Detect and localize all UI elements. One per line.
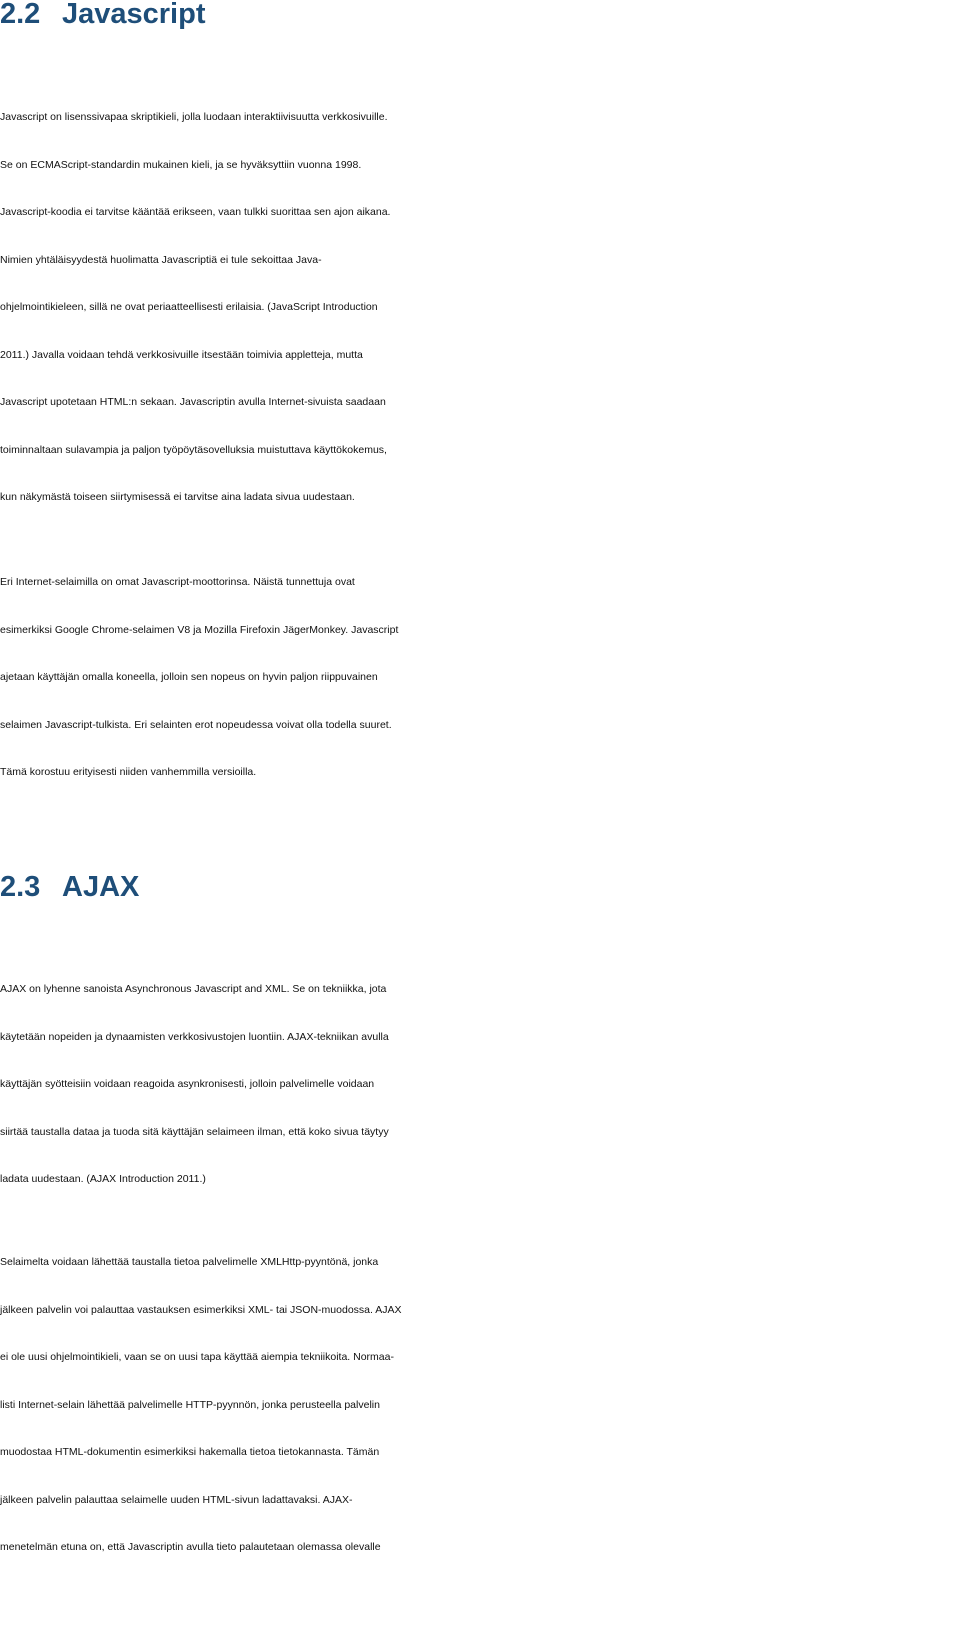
text-line: käyttäjän syötteisiin voidaan reagoida asynkronisesti, jolloin palvelimelle voidaan [0, 1078, 375, 1090]
text-line: Javascript upotetaan HTML:n sekaan. Javascriptin avulla Internet-sivuista saadaan [0, 396, 386, 408]
text-line: AJAX on lyhenne sanoista Asynchronous Javascript and XML. Se on tekniikka, jota [0, 983, 387, 995]
text-line: jälkeen palvelin palauttaa selaimelle uuden HTML-sivun ladattavaksi. AJAX- [0, 1493, 353, 1506]
text-line: 2011.) Javalla voidaan tehdä verkkosivuille itsestään toimivia appletteja, mutta [0, 348, 363, 361]
text-line: Javascript-koodia ei tarvitse kääntää erikseen, vaan tulkki suorittaa sen ajon aikana. [0, 206, 391, 218]
text-line: esimerkiksi Google Chrome-selaimen V8 ja Mozilla Firefoxin JägerMonkey. Javascript [0, 623, 399, 636]
paragraph-javascript-intro [0, 94, 960, 522]
text-line: Javascript on lisenssivapaa skriptikieli, jolla luodaan interaktiivisuutta verkkosivuille. [0, 111, 388, 123]
text-line: ohjelmointikieleen, sillä ne ovat periaatteellisesti erilaisia. (JavaScript Introduction [0, 301, 378, 313]
text-line: käytetään nopeiden ja dynaamisten verkkosivustojen luontiin. AJAX-tekniikan avulla [0, 1030, 389, 1043]
section-title: AJAX [62, 871, 140, 903]
text-line: toiminnaltaan sulavampia ja paljon työpöytäsovelluksia muistuttava käyttökokemus, [0, 443, 387, 456]
section-number: 2.2 [0, 0, 41, 30]
text-line: ajetaan käyttäjän omalla koneella, jolloin sen nopeus on hyvin paljon riippuvainen [0, 671, 378, 683]
paragraph-ajax-requests [0, 1239, 960, 1572]
text-line: Tämä korostuu erityisesti niiden vanhemmilla versioilla. [0, 766, 257, 778]
text-line: listi Internet-selain lähettää palvelimelle HTTP-pyynnön, jonka perusteella palvelin [0, 1398, 380, 1411]
text-line: ei ole uusi ohjelmointikieli, vaan se on uusi tapa käyttää aiempia tekniikoita. Normaa- [0, 1351, 394, 1363]
text-line: ladata uudestaan. (AJAX Introduction 2011.) [0, 1173, 206, 1185]
text-line: jälkeen palvelin voi palauttaa vastauksen esimerkiksi XML- tai JSON-muodossa. AJAX [0, 1303, 402, 1316]
text-line: Nimien yhtäläisyydestä huolimatta Javascriptiä ei tule sekoittaa Java- [0, 253, 322, 266]
section-number: 2.3 [0, 871, 41, 903]
section-heading-javascript [0, 0, 206, 29]
section-heading-ajax [0, 873, 139, 902]
text-line: selaimen Javascript-tulkista. Eri selainten erot nopeudessa voivat olla todella suuret. [0, 718, 392, 731]
text-line: Se on ECMAScript-standardin mukainen kieli, ja se hyväksyttiin vuonna 1998. [0, 158, 362, 171]
text-line: Eri Internet-selaimilla on omat Javascript-moottorinsa. Näistä tunnettuja ovat [0, 576, 355, 588]
paragraph-ajax-intro [0, 966, 960, 1204]
text-line: siirtää taustalla dataa ja tuoda sitä käyttäjän selaimeen ilman, että koko sivua täytyy [0, 1125, 389, 1138]
section-title: Javascript [62, 0, 206, 30]
text-line: menetelmän etuna on, että Javascriptin avulla tieto palautetaan olemassa olevalle [0, 1541, 381, 1553]
paragraph-javascript-engines [0, 559, 960, 797]
text-line: Selaimelta voidaan lähettää taustalla tietoa palvelimelle XMLHttp-pyyntönä, jonka [0, 1256, 379, 1268]
text-line: muodostaa HTML-dokumentin esimerkiksi hakemalla tietoa tietokannasta. Tämän [0, 1446, 380, 1458]
text-line: kun näkymästä toiseen siirtymisessä ei tarvitse aina ladata sivua uudestaan. [0, 491, 355, 503]
